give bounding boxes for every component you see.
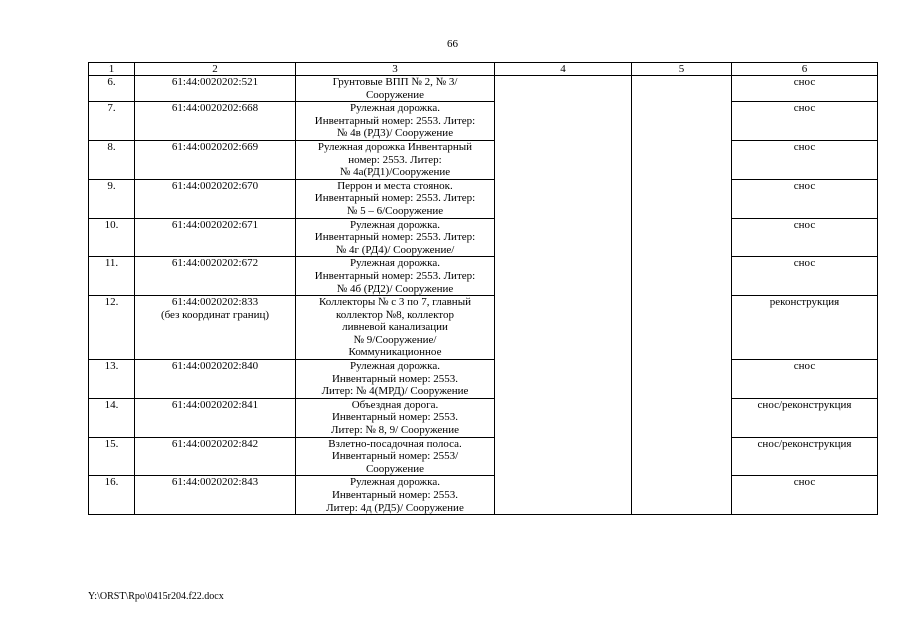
planned-action: снос — [732, 476, 878, 515]
description-line: Инвентарный номер: 2553. — [331, 489, 459, 501]
description-line: Рулежная дорожка. — [350, 476, 440, 489]
cadastral-number-cell — [135, 76, 296, 102]
row-number: 12. — [89, 296, 135, 360]
row-number: 9. — [89, 179, 135, 218]
table-row — [89, 179, 878, 218]
header-cell-4: 4 — [495, 63, 632, 76]
planned-action: снос/реконструкция — [732, 437, 878, 476]
description-line: ливневой канализации — [342, 321, 448, 334]
cadastral-number: 61:44:0020202:841 — [171, 398, 259, 411]
cadastral-number: 61:44:0020202:833 — [171, 296, 259, 309]
row-number: 11. — [89, 257, 135, 296]
description-line: Инвентарный номер: 2553. — [331, 411, 459, 424]
row-number: 14. — [89, 398, 135, 437]
table-row — [89, 398, 878, 437]
cadastral-number-cell — [135, 140, 296, 179]
description-line: Рулежная дорожка. — [350, 257, 440, 270]
planned-action: снос — [732, 360, 878, 399]
planned-action: снос/реконструкция — [732, 398, 878, 437]
cadastral-number-cell — [135, 218, 296, 257]
header-cell-2: 2 — [135, 63, 296, 76]
description-line: Инвентарный номер: 2553. Литер: — [314, 114, 476, 127]
cadastral-number: 61:44:0020202:840 — [171, 360, 259, 373]
planned-action: снос — [732, 257, 878, 296]
column-5-cell — [632, 76, 732, 515]
object-description — [296, 218, 495, 257]
table-row — [89, 140, 878, 179]
description-line: Коллекторы № с 3 по 7, главный — [319, 296, 471, 309]
planned-action: снос — [732, 76, 878, 102]
cadastral-number: 61:44:0020202:843 — [171, 476, 259, 489]
row-number: 7. — [89, 102, 135, 141]
column-4-cell — [495, 76, 632, 515]
footer-file-path: Y:\ORST\Rpo\0415r204.f22.docx — [88, 591, 224, 602]
description-line: Инвентарный номер: 2553. Литер: — [314, 269, 476, 282]
table-row — [89, 102, 878, 141]
cadastral-number: 61:44:0020202:669 — [171, 140, 259, 153]
row-number: 8. — [89, 140, 135, 179]
table-row — [89, 360, 878, 399]
table-row — [89, 476, 878, 515]
cadastral-number-cell — [135, 257, 296, 296]
cadastral-number: 61:44:0020202:521 — [171, 76, 259, 88]
description-line: Литер: № 4(МРД)/ Сооружение — [321, 385, 469, 398]
table-row — [89, 218, 878, 257]
cadastral-number-cell — [135, 476, 296, 515]
description-line: № 4б (РД2)/ Сооружение — [336, 282, 454, 295]
object-description — [296, 296, 495, 360]
description-line: № 4г (РД4)/ Сооружение/ — [335, 243, 455, 256]
cadastral-number: 61:44:0020202:671 — [171, 218, 259, 231]
description-line: Инвентарный номер: 2553. Литер: — [314, 192, 476, 205]
cadastral-number-cell — [135, 398, 296, 437]
planned-action: снос — [732, 140, 878, 179]
object-description — [296, 398, 495, 437]
row-number: 16. — [89, 476, 135, 515]
row-number: 13. — [89, 360, 135, 399]
cadastral-number: 61:44:0020202:842 — [171, 437, 259, 450]
cadastral-number-cell — [135, 296, 296, 360]
object-description — [296, 102, 495, 141]
description-line: Грунтовые ВПП № 2, № 3/ — [332, 76, 458, 88]
planned-action: снос — [732, 179, 878, 218]
description-line: Взлетно-посадочная полоса. — [328, 437, 462, 450]
description-line: Рулежная дорожка. — [350, 102, 440, 115]
description-line: Коммуникационное — [348, 346, 442, 359]
cadastral-number-cell — [135, 179, 296, 218]
planned-action: снос — [732, 102, 878, 141]
header-cell-6: 6 — [732, 63, 878, 76]
cadastral-number: 61:44:0020202:672 — [171, 257, 259, 270]
description-line: Литер: 4д (РД5)/ Сооружение — [326, 501, 464, 514]
object-description — [296, 476, 495, 515]
description-line: Сооружение — [365, 462, 425, 475]
cadastral-number-cell — [135, 102, 296, 141]
header-cell-3: 3 — [296, 63, 495, 76]
row-number: 10. — [89, 218, 135, 257]
description-line: № 4в (РД3)/ Сооружение — [336, 127, 454, 140]
description-line: № 9/Сооружение/ — [353, 333, 437, 346]
description-line: № 5 – 6/Сооружение — [346, 204, 444, 217]
object-description — [296, 437, 495, 476]
description-line: Инвентарный номер: 2553/ — [331, 450, 459, 463]
description-line: Литер: № 8, 9/ Сооружение — [331, 424, 459, 437]
table-row — [89, 257, 878, 296]
table-row — [89, 76, 878, 102]
objects-table — [88, 62, 878, 515]
planned-action: снос — [732, 218, 878, 257]
description-line: коллектор №8, коллектор — [336, 308, 454, 321]
table-body — [89, 76, 878, 515]
table-row — [89, 437, 878, 476]
header-cell-5: 5 — [632, 63, 732, 76]
table-header-row — [89, 63, 878, 76]
description-line: Рулежная дорожка. — [350, 360, 440, 373]
description-line: Перрон и места стоянок. — [337, 179, 453, 192]
description-line: номер: 2553. Литер: — [348, 153, 442, 166]
object-description — [296, 360, 495, 399]
cadastral-number: 61:44:0020202:670 — [171, 179, 259, 192]
row-number: 15. — [89, 437, 135, 476]
table-row — [89, 296, 878, 360]
planned-action: реконструкция — [732, 296, 878, 360]
object-description — [296, 76, 495, 102]
cadastral-number: 61:44:0020202:668 — [171, 102, 259, 115]
page-number: 66 — [447, 38, 458, 50]
cadastral-number-cell — [135, 360, 296, 399]
description-line: Сооружение — [365, 88, 425, 101]
cadastral-number-cell — [135, 437, 296, 476]
description-line: Инвентарный номер: 2553. — [331, 372, 459, 385]
header-cell-1: 1 — [89, 63, 135, 76]
description-line: Объездная дорога. — [351, 398, 439, 411]
description-line: Рулежная дорожка. — [350, 218, 440, 231]
object-description — [296, 179, 495, 218]
description-line: Инвентарный номер: 2553. Литер: — [314, 231, 476, 244]
object-description — [296, 140, 495, 179]
cadastral-note: (без координат границ) — [160, 308, 270, 321]
description-line: Рулежная дорожка Инвентарный — [317, 140, 473, 153]
row-number: 6. — [89, 76, 135, 102]
description-line: № 4а(РД1)/Сооружение — [339, 166, 451, 179]
object-description — [296, 257, 495, 296]
